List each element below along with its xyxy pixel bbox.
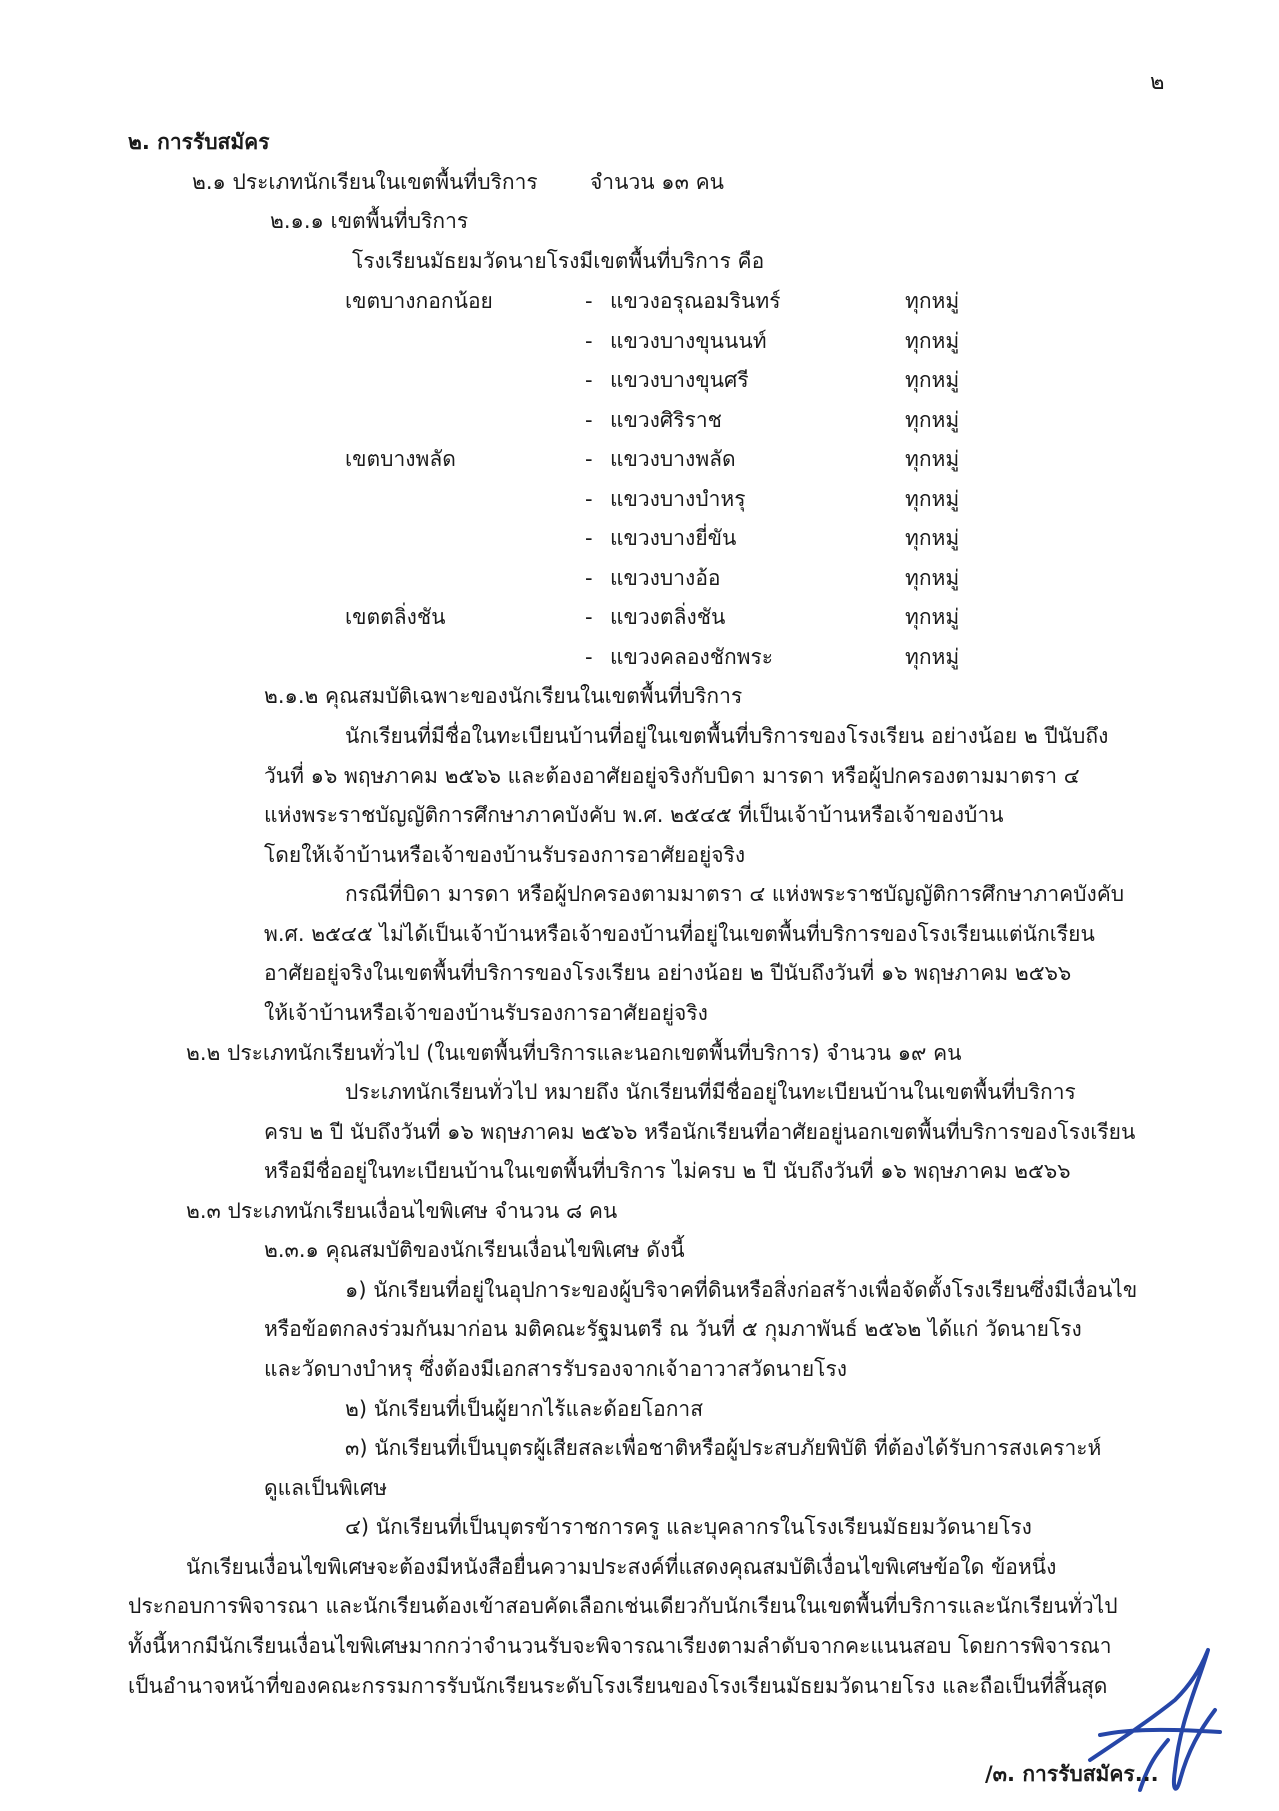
s212-p2-line: ให้เจ้าบ้านหรือเจ้าของบ้านรับรองการอาศัยอยู่จริง — [264, 1001, 708, 1025]
district-name: เขตตลิ่งชัน — [345, 605, 446, 629]
s231-heading: ๒.๓.๑ คุณสมบัติของนักเรียนเงื่อนไขพิเศษ ดังนี้ — [264, 1238, 685, 1262]
s212-p2-line: อาศัยอยู่จริงในเขตพื้นที่บริการของโรงเรียน อย่างน้อย ๒ ปีนับถึงวันที่ ๑๖ พฤษภาคม ๒๕๖๖ — [264, 961, 1072, 985]
s212-p1-line: นักเรียนที่มีชื่อในทะเบียนบ้านที่อยู่ในเขตพื้นที่บริการของโรงเรียน อย่างน้อย ๒ ปีนับถึง — [345, 724, 1109, 748]
subdistrict-name: แขวงตลิ่งชัน — [610, 605, 726, 629]
subdistrict-name: แขวงบางขุนศรี — [610, 368, 749, 392]
scope: ทุกหมู่ — [905, 447, 960, 471]
dash: - — [585, 289, 593, 313]
scope: ทุกหมู่ — [905, 605, 960, 629]
footer-continuation: /๓. การรับสมัคร... — [985, 1762, 1159, 1786]
dash: - — [585, 408, 593, 432]
subdistrict-name: แขวงบางยี่ขัน — [610, 526, 737, 550]
subdistrict-name: แขวงบางพลัด — [610, 447, 736, 471]
s22-line: หรือมีชื่ออยู่ในทะเบียนบ้านในเขตพื้นที่บริการ ไม่ครบ ๒ ปี นับถึงวันที่ ๑๖ พฤษภาคม ๒๕๖๖ — [264, 1159, 1071, 1183]
scope: ทุกหมู่ — [905, 526, 960, 550]
scope: ทุกหมู่ — [905, 645, 960, 669]
s22-heading: ๒.๒ ประเภทนักเรียนทั่วไป (ในเขตพื้นที่บริการและนอกเขตพื้นที่บริการ) จำนวน ๑๙ คน — [186, 1041, 962, 1065]
s231-item1-line: ๑) นักเรียนที่อยู่ในอุปการะของผู้บริจาคที่ดินหรือสิ่งก่อสร้างเพื่อจัดตั้งโรงเรียนซึ่งมีเงื่อนไข — [345, 1278, 1138, 1302]
scope: ทุกหมู่ — [905, 329, 960, 353]
s23-closing-line: ประกอบการพิจารณา และนักเรียนต้องเข้าสอบคัดเลือกเช่นเดียวกับนักเรียนในเขตพื้นที่บริการและนักเรียนทั่วไป — [128, 1594, 1118, 1618]
subdistrict-name: แขวงบางอ้อ — [610, 566, 721, 590]
s231-item4: ๔) นักเรียนที่เป็นบุตรข้าราชการครู และบุคลากรในโรงเรียนมัธยมวัดนายโรง — [345, 1515, 1032, 1539]
s21-heading: ๒.๑ ประเภทนักเรียนในเขตพื้นที่บริการ — [192, 170, 538, 194]
district-name: เขตบางพลัด — [345, 447, 456, 471]
s22-line: ประเภทนักเรียนทั่วไป หมายถึง นักเรียนที่มีชื่ออยู่ในทะเบียนบ้านในเขตพื้นที่บริการ — [345, 1080, 1076, 1104]
s23-closing-line: เป็นอำนาจหน้าที่ของคณะกรรมการรับนักเรียนระดับโรงเรียนของโรงเรียนมัธยมวัดนายโรง และถือเป็นที่สิ้นสุด — [128, 1674, 1108, 1698]
scope: ทุกหมู่ — [905, 368, 960, 392]
s212-p2-line: กรณีที่บิดา มารดา หรือผู้ปกครองตามมาตรา ๔ แห่งพระราชบัญญัติการศึกษาภาคบังคับ — [345, 882, 1125, 906]
dash: - — [585, 329, 593, 353]
s231-item3-line: ดูแลเป็นพิเศษ — [264, 1476, 388, 1500]
scope: ทุกหมู่ — [905, 289, 960, 313]
s231-item3-line: ๓) นักเรียนที่เป็นบุตรผู้เสียสละเพื่อชาติหรือผู้ประสบภัยพิบัติ ที่ต้องได้รับการสงเคราะห์ — [345, 1436, 1102, 1460]
scope: ทุกหมู่ — [905, 408, 960, 432]
dash: - — [585, 645, 593, 669]
s231-item1-line: หรือข้อตกลงร่วมกันมาก่อน มติคณะรัฐมนตรี ณ วันที่ ๕ กุมภาพันธ์ ๒๕๖๒ ได้แก่ วัดนายโรง — [264, 1317, 1082, 1341]
s212-p1-line: แห่งพระราชบัญญัติการศึกษาภาคบังคับ พ.ศ. ๒๕๔๕ ที่เป็นเจ้าบ้านหรือเจ้าของบ้าน — [264, 803, 1004, 827]
s212-p1-line: วันที่ ๑๖ พฤษภาคม ๒๕๖๖ และต้องอาศัยอยู่จริงกับบิดา มารดา หรือผู้ปกครองตามมาตรา ๔ — [264, 764, 1080, 788]
subdistrict-name: แขวงศิริราช — [610, 408, 722, 432]
dash: - — [585, 487, 593, 511]
scope: ทุกหมู่ — [905, 487, 960, 511]
s23-heading: ๒.๓ ประเภทนักเรียนเงื่อนไขพิเศษ จำนวน ๘ คน — [186, 1199, 618, 1223]
s231-item1-line: และวัดบางบำหรุ ซึ่งต้องมีเอกสารรับรองจากเจ้าอาวาสวัดนายโรง — [264, 1357, 847, 1381]
s212-heading: ๒.๑.๒ คุณสมบัติเฉพาะของนักเรียนในเขตพื้นที่บริการ — [264, 684, 743, 708]
s23-closing-line: ทั้งนี้หากมีนักเรียนเงื่อนไขพิเศษมากกว่าจำนวนรับจะพิจารณาเรียงตามลำดับจากคะแนนสอบ โดยการพิจารณา — [128, 1634, 1112, 1658]
dash: - — [585, 368, 593, 392]
s211-heading: ๒.๑.๑ เขตพื้นที่บริการ — [270, 209, 469, 233]
s23-closing-line: นักเรียนเงื่อนไขพิเศษจะต้องมีหนังสือยื่นความประสงค์ที่แสดงคุณสมบัติเงื่อนไขพิเศษข้อใด ข้อหนึ่ง — [186, 1555, 1057, 1579]
s21-count: จำนวน ๑๓ คน — [590, 170, 725, 194]
s212-p1-line: โดยให้เจ้าบ้านหรือเจ้าของบ้านรับรองการอาศัยอยู่จริง — [264, 843, 746, 867]
subdistrict-name: แขวงคลองชักพระ — [610, 645, 774, 669]
dash: - — [585, 526, 593, 550]
dash: - — [585, 605, 593, 629]
subdistrict-name: แขวงบางขุนนนท์ — [610, 329, 767, 353]
s212-p2-line: พ.ศ. ๒๕๔๕ ไม่ได้เป็นเจ้าบ้านหรือเจ้าของบ้านที่อยู่ในเขตพื้นที่บริการของโรงเรียนแต่นักเรียน — [264, 922, 1095, 946]
s231-item2: ๒) นักเรียนที่เป็นผู้ยากไร้และด้อยโอกาส — [345, 1397, 704, 1421]
subdistrict-name: แขวงอรุณอมรินทร์ — [610, 289, 781, 313]
page-number: ๒ — [1150, 70, 1165, 95]
s211-intro: โรงเรียนมัธยมวัดนายโรงมีเขตพื้นที่บริการ คือ — [352, 249, 765, 273]
section-title: ๒. การรับสมัคร — [128, 130, 270, 154]
s22-line: ครบ ๒ ปี นับถึงวันที่ ๑๖ พฤษภาคม ๒๕๖๖ หรือนักเรียนที่อาศัยอยู่นอกเขตพื้นที่บริการของโรงเรียน — [264, 1120, 1136, 1144]
district-name: เขตบางกอกน้อย — [345, 289, 493, 313]
dash: - — [585, 447, 593, 471]
scope: ทุกหมู่ — [905, 566, 960, 590]
dash: - — [585, 566, 593, 590]
subdistrict-name: แขวงบางบำหรุ — [610, 487, 746, 511]
